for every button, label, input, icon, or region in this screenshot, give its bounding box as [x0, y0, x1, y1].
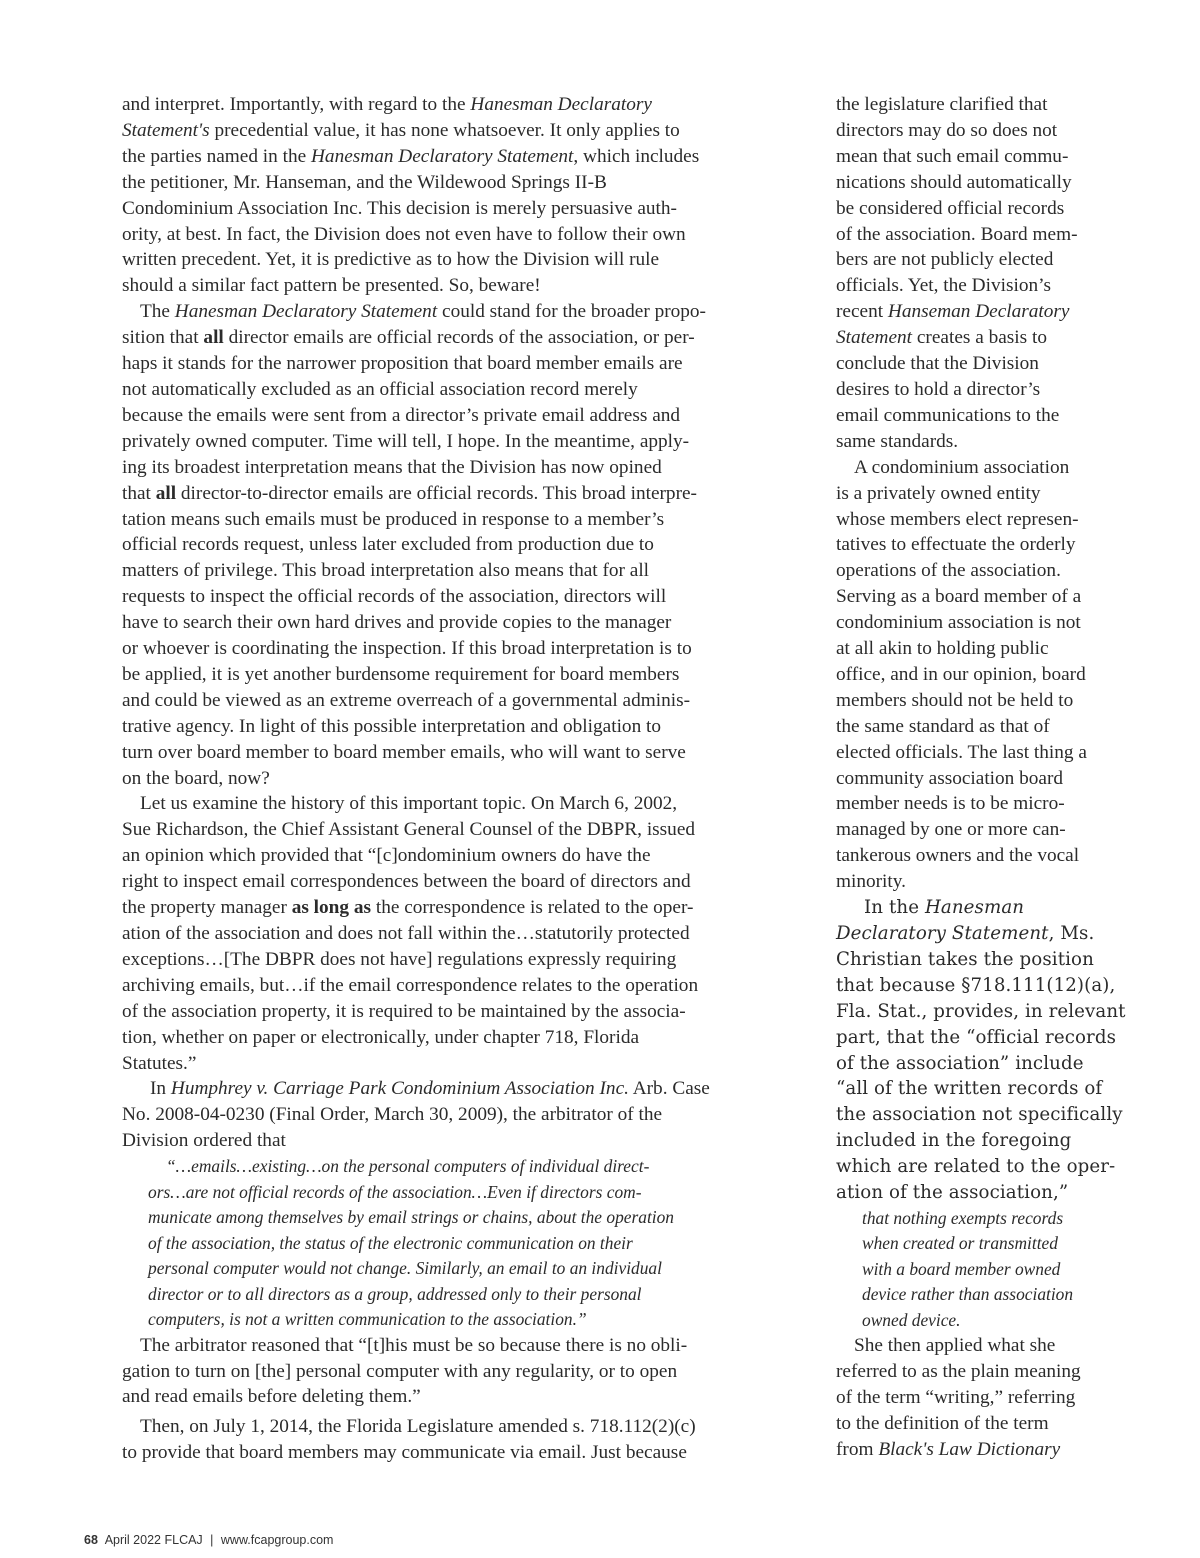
publication-name: FLCAJ	[164, 1533, 203, 1547]
paragraph: and interpret. Importantly, with regard to the Hanesman Declaratory Statement's precedential value, it has none whatsoever. It only applies to the parties named in the Hanesman Declaratory Statement, which includes the petitioner, Mr. Hanseman, and the Wildewood Springs II-B Condominium Association Inc. This decision is merely persuasive auth- ority, at best. In fact, the Division does not even have to follow their own written precedent. Yet, it is predictive as to how the Division will rule should a similar fact pattern be presented. So, beware!	[122, 94, 700, 297]
paragraph: A condominium association is a privately owned entity whose members elect represen- tatives to effectuate the orderly operations of the association. Serving as a board member of a condominium association is not at all akin to holding public office, and in our opinion, board members should not be held to the same standard as that of elected officials. The last thing a community association board member needs is to be micro- managed by one or more can- tankerous owners and the vocal minority.	[836, 456, 1087, 893]
website-link[interactable]: www.fcapgroup.com	[220, 1533, 334, 1547]
block-quote: “…emails…existing…on the personal computers of individual direct- ors…are not official records of the association…Even if directors com- municate among themselves by email strings or chains, about the operation of the association, the status of the electronic communication on their personal computer would not change. Similarly, an email to an individual director or to all directors as a group, addressed only to their personal computers, is not a written communication to the association.”	[148, 1156, 674, 1330]
left-column	[122, 92, 762, 1466]
block-quote: that nothing exempts records when created or transmitted with a board member owned device rather than association owned device.	[862, 1207, 1074, 1330]
right-column	[836, 92, 1126, 1463]
paragraph: Let us examine the history of this important topic. On March 6, 2002, Sue Richardson, the Chief Assistant General Counsel of the DBPR, issued an opinion which provided that “[c]ondominium owners do have the right to inspect email correspondences between the board of directors and the property manager as long as the correspondence is related to the oper- ation of the association and does not fall within the…statutorily protected exceptions…[The DBPR does not have] regulations expressly requiring archiving emails, but…if the email correspondence relates to the operation of the association property, it is required to be maintained by the associa- tion, whether on paper or electronically, under chapter 718, Florida Statutes.”	[122, 793, 699, 1074]
paragraph: The Hanesman Declaratory Statement could stand for the broader propo- sition that all director emails are official records of the association, or per- haps it stands for the narrower proposition that board member emails are not automatically excluded as an official association record merely because the emails were sent from a director’s private email address and privately owned computer. Time will tell, I hope. In the meantime, apply- ing its broadest interpretation means that the Division has now opined that all director-to-director emails are official records. This broad interpre- tation means such emails must be produced in response to a member’s official records request, unless later excluded from production due to matters of privilege. This broad interpretation also means that for all requests to inspect the official records of the association, directors will have to search their own hard drives and provide copies to the manager or whoever is coordinating the inspection. If this broad interpretation is to be applied, it is yet another burdensome requirement for board members and could be viewed as an extreme overreach of a governmental adminis- trative agency. In light of this possible interpretation and obligation to turn over board member to board member emails, who will want to serve on the board, now?	[122, 301, 706, 789]
paragraph: She then applied what she referred to as the plain meaning of the term “writing,” referring to the definition of the term from Black's Law Dictionary	[836, 1335, 1081, 1461]
footer-separator: |	[210, 1533, 214, 1547]
page-footer	[84, 1533, 333, 1547]
paragraph: the legislature clarified that directors may do so does not mean that such email commu- nications should automatically be considered official records of the association. Board mem- bers are not publicly elected officials. Yet, the Division’s recent Hanseman Declaratory Statement creates a basis to conclude that the Division desires to hold a director’s email communications to the same standards.	[836, 94, 1078, 452]
issue-date: April 2022	[104, 1533, 161, 1547]
page-number: 68	[84, 1533, 98, 1547]
paragraph: In Humphrey v. Carriage Park Condominium Association Inc. Arb. Case No. 2008-04-0230 (Final Order, March 30, 2009), the arbitrator of the Division ordered that	[122, 1078, 710, 1152]
paragraph: In the Hanesman Declaratory Statement, Ms. Christian takes the position that because §718.111(12)(a), Fla. Stat., provides, in relevant part, that the “official records of the association” include “all of the written records of the association not specifically included in the foregoing which are related to the oper- ation of the association,”	[836, 897, 1126, 1204]
paragraph: Then, on July 1, 2014, the Florida Legislature amended s. 718.112(2)(c) to provide that board members may communicate via email. Just because	[122, 1416, 696, 1464]
paragraph: The arbitrator reasoned that “[t]his must be so because there is no obli- gation to turn on [the] personal computer with any regularity, or to open and read emails before deleting them.”	[122, 1334, 688, 1408]
